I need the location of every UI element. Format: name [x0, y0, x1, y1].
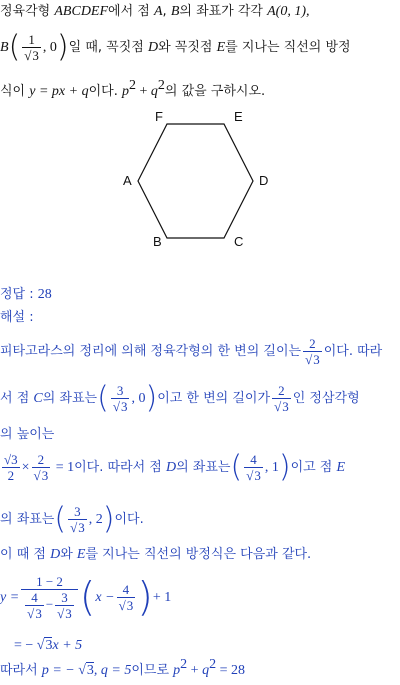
fraction-numerator: 2	[272, 383, 291, 399]
problem-text: ,	[162, 4, 171, 19]
var-p: p	[121, 84, 129, 99]
coord-zero: , 0	[131, 391, 146, 406]
paren-close: )	[56, 29, 69, 65]
solution-text: 이다. 따라	[323, 344, 383, 359]
point-e: E	[76, 547, 86, 562]
plus: +	[135, 84, 151, 99]
solution-text: 의 좌표는	[176, 460, 231, 475]
solution-line-1	[0, 333, 382, 371]
fraction-denominator: 3	[78, 520, 85, 535]
x-plus-five: x + 5	[52, 638, 83, 653]
fraction-numerator: 4	[117, 582, 136, 598]
paren-open: (	[230, 449, 243, 485]
solution-line-6	[0, 546, 311, 564]
fraction: $\frac{3}{√3}$	[57, 590, 72, 621]
fraction-denominator: 3	[120, 399, 128, 414]
fraction-numerator: 2	[32, 452, 51, 468]
exponent: 2	[209, 657, 217, 672]
problem-line-3	[0, 78, 266, 101]
paren-open: (	[8, 29, 21, 65]
paren-open: (	[79, 574, 96, 621]
solution-line-5	[0, 499, 144, 541]
solution-text: 인 정삼각형	[292, 391, 360, 406]
answer-value: 28	[37, 287, 52, 302]
paren-close: )	[102, 501, 115, 537]
point-b: B	[0, 40, 9, 55]
point-d: D	[147, 40, 159, 55]
fraction-numerator: 4	[244, 452, 263, 468]
fraction: $\frac{1}{√3}$	[24, 32, 39, 63]
fraction-numerator: 3	[68, 504, 87, 520]
problem-line-2	[0, 28, 351, 68]
times-sign: ×	[21, 460, 30, 475]
plus-one: + 1	[152, 590, 172, 605]
fraction-numerator: 2	[303, 336, 322, 352]
point-e: E	[336, 460, 346, 475]
paren-open: (	[54, 501, 67, 537]
exponent: 2	[157, 78, 165, 93]
solution-text: 의 좌표는	[42, 391, 98, 406]
fraction-denominator: 3	[65, 606, 72, 621]
problem-text: 식이	[0, 84, 30, 99]
exponent: 2	[128, 78, 136, 93]
lhs-y: y =	[0, 590, 20, 605]
solution-text: 의 좌표는	[0, 512, 55, 527]
fraction	[2, 452, 20, 483]
fraction-numerator: 3	[111, 383, 130, 399]
label-e: E	[234, 109, 243, 124]
fraction-denominator: 3	[254, 468, 261, 483]
coord-zero: , 0	[42, 40, 57, 55]
hexagon-name: ABCDEF	[54, 4, 109, 19]
point-a: A	[153, 4, 163, 19]
fraction-denominator: 3	[32, 48, 39, 63]
fraction-numerator: 3	[55, 590, 74, 606]
plus: +	[187, 663, 203, 678]
label-c: C	[234, 234, 244, 248]
minus: −	[45, 596, 54, 612]
point-c: C	[33, 391, 43, 406]
fraction-numerator: 4	[25, 590, 44, 606]
paren-close: )	[137, 574, 153, 621]
coord-two: , 2	[88, 512, 103, 527]
solution-line-7	[0, 568, 171, 628]
solution-line-9: 따라서 p = − √3, q = 5이므로 $p^2 + q^2 = 28$	[0, 657, 245, 678]
fraction-denominator: 3	[282, 399, 289, 414]
coord-one: , 1	[264, 460, 279, 475]
label-f: F	[155, 109, 163, 124]
problem-text: 를 지나는 직선의 방정	[225, 40, 351, 55]
radicand: 3	[45, 638, 53, 653]
fraction-denominator: 2	[7, 468, 15, 483]
var-p: p	[173, 663, 181, 678]
solution-text: 피타고라스의 정리에 의해 정육각형의 한 변의 길이는	[0, 344, 302, 359]
radicand: 3	[86, 663, 94, 678]
hexagon-shape	[138, 124, 253, 238]
slope-denominator	[21, 590, 78, 621]
solution-text: 따라서	[0, 663, 42, 678]
label-b: B	[153, 234, 162, 248]
problem-text: 의 값을 구하시오.	[164, 84, 266, 99]
x-minus: x −	[95, 590, 115, 605]
exponent: 2	[180, 657, 188, 672]
problem-line-1	[0, 3, 310, 21]
slope-numerator: 1 − 2	[21, 574, 78, 590]
problem-text: 일 때, 꼭짓점	[68, 40, 148, 55]
fraction: $\frac{4}{√3}$	[118, 582, 134, 613]
solution-text: 를 지나는 직선의 방정식은 다음과 같다.	[85, 547, 312, 562]
fraction-denominator: 3	[35, 606, 42, 621]
solution-line-4	[0, 446, 345, 490]
problem-text: 에서 점	[108, 4, 154, 19]
solution-text: 이고 점	[290, 460, 337, 475]
paren-close: )	[145, 380, 158, 416]
solution-text: 이다. 따라서 점	[74, 460, 166, 475]
problem-text: 정육각형	[0, 4, 55, 19]
solution-text: 와	[60, 547, 77, 562]
label-a: A	[123, 173, 132, 188]
line-equation: y = px + q	[29, 84, 89, 99]
label-d: D	[259, 173, 269, 188]
p-value: p = −	[41, 663, 79, 678]
fraction-numerator: √3	[4, 452, 18, 467]
point-a-coord: A(0, 1),	[267, 4, 310, 19]
slope-fraction	[21, 574, 78, 621]
paren-open: (	[97, 380, 109, 416]
solution-line-3: 의 높이는	[0, 427, 55, 442]
fraction-denominator: 3	[41, 468, 49, 483]
fraction: $\frac{2}{√3}$	[305, 336, 320, 367]
solution-text: 이다.	[114, 512, 144, 527]
hexagon-figure	[110, 108, 280, 248]
fraction: $\frac{4}{√3}$	[246, 452, 261, 483]
point-d: D	[50, 547, 61, 562]
fraction: $\frac{2}{√3}$	[33, 452, 49, 483]
fraction-numerator: 1	[22, 32, 41, 48]
solution-text: 이 때 점	[0, 547, 51, 562]
solution-text: 이고 한 변의 길이가	[157, 391, 271, 406]
answer-label: 정답 :	[0, 287, 38, 302]
final-answer: = 28	[216, 663, 245, 678]
answer-line	[0, 286, 52, 304]
problem-text: 이다.	[88, 84, 122, 99]
var-q: q	[150, 84, 158, 99]
fraction-denominator: 3	[126, 598, 134, 613]
fraction: $\frac{3}{√3}$	[70, 504, 85, 535]
q-value: , q = 5	[93, 663, 132, 678]
fraction: $\frac{2}{√3}$	[274, 383, 289, 414]
fraction: $\frac{3}{√3}$	[112, 383, 128, 414]
point-b: B	[170, 4, 180, 19]
fraction: $\frac{4}{√3}$	[27, 590, 42, 621]
solution-line-8: = − √3x + 5	[14, 638, 83, 653]
var-q: q	[202, 663, 210, 678]
problem-text: 의 좌표가 각각	[179, 4, 268, 19]
equals-one: = 1	[52, 460, 75, 475]
equals-minus: = −	[14, 638, 37, 653]
point-d: D	[165, 460, 177, 475]
point-e: E	[216, 40, 226, 55]
fraction-denominator: 3	[313, 352, 320, 367]
solution-text: 이므로	[131, 663, 174, 678]
solution-line-2	[0, 378, 360, 420]
explain-label: 해설 :	[0, 310, 34, 325]
paren-close: )	[278, 449, 291, 485]
problem-text: 와 꼭짓점	[158, 40, 217, 55]
solution-text: 서 점	[0, 391, 34, 406]
